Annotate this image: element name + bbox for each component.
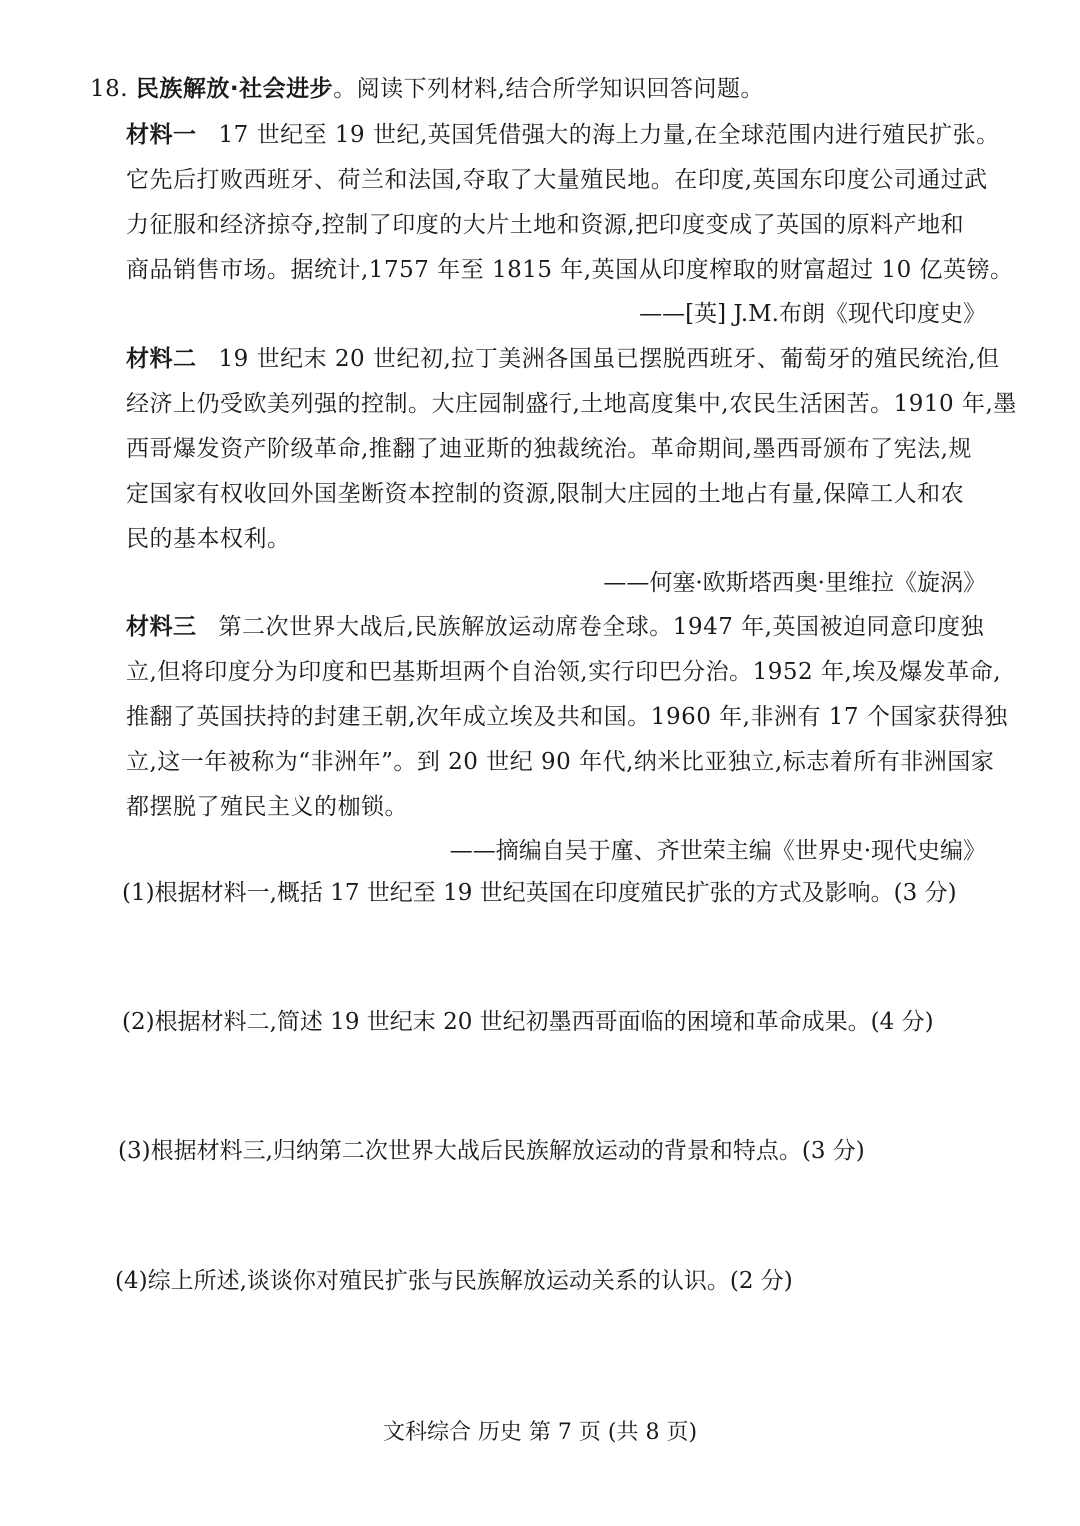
question-header — [90, 74, 764, 104]
material-text-line: 19 世纪末 20 世纪初,拉丁美洲各国虽已摆脱西班牙、葡萄牙的殖民统治,但 — [218, 346, 1000, 372]
material-text-line: 经济上仍受欧美列强的控制。大庄园制盛行,土地高度集中,农民生活困苦。1910 年,墨 — [126, 391, 1017, 417]
material-label: 材料三 — [126, 614, 197, 640]
sub-question-2: (2)根据材料二,简述 19 世纪末 20 世纪初墨西哥面临的困境和革命成果。(4 分) — [122, 1009, 934, 1035]
material-text-line: 17 世纪至 19 世纪,英国凭借强大的海上力量,在全球范围内进行殖民扩张。 — [218, 122, 1000, 148]
material-text-line: 力征服和经济掠夺,控制了印度的大片土地和资源,把印度变成了英国的原料产地和 — [126, 212, 965, 238]
material-text-line: 定国家有权收回外国垄断资本控制的资源,限制大庄园的土地占有量,保障工人和农 — [126, 481, 965, 507]
material-text-line: 民的基本权利。 — [126, 526, 291, 552]
question-instruction: 。阅读下列材料,结合所学知识回答问题。 — [333, 76, 764, 102]
material-source: ——摘编自吴于廑、齐世荣主编《世界史·现代史编》 — [449, 838, 986, 864]
sub-question-1: (1)根据材料一,概括 17 世纪至 19 世纪英国在印度殖民扩张的方式及影响。(3 分) — [122, 880, 957, 906]
material-text-line: 第二次世界大战后,民族解放运动席卷全球。1947 年,英国被迫同意印度独 — [218, 614, 984, 640]
material-text-line: 立,这一年被称为“非洲年”。到 20 世纪 90 年代,纳米比亚独立,标志着所有非洲国家 — [126, 749, 995, 775]
material-text-line: 立,但将印度分为印度和巴基斯坦两个自治领,实行印巴分治。1952 年,埃及爆发革命, — [126, 659, 1002, 685]
question-number: 18. — [90, 76, 129, 102]
sub-question-4: (4)综上所述,谈谈你对殖民扩张与民族解放运动关系的认识。(2 分) — [115, 1268, 793, 1294]
page-footer: 文科综合 历史 第 7 页 (共 8 页) — [382, 1420, 698, 1445]
material-text-line: 推翻了英国扶持的封建王朝,次年成立埃及共和国。1960 年,非洲有 17 个国家获得独 — [126, 704, 1008, 730]
material-text-line: 西哥爆发资产阶级革命,推翻了迪亚斯的独裁统治。革命期间,墨西哥颁布了宪法,规 — [126, 436, 972, 462]
material-text-line: 都摆脱了殖民主义的枷锁。 — [126, 794, 408, 820]
material-label: 材料一 — [126, 122, 197, 148]
question-topic: 民族解放·社会进步 — [135, 76, 334, 102]
material-text-line: 它先后打败西班牙、荷兰和法国,夺取了大量殖民地。在印度,英国东印度公司通过武 — [126, 167, 988, 193]
material-label: 材料二 — [126, 346, 197, 372]
material-source: ——[英] J.M.布朗《现代印度史》 — [639, 301, 986, 327]
sub-question-3: (3)根据材料三,归纳第二次世界大战后民族解放运动的背景和特点。(3 分) — [118, 1138, 865, 1164]
material-source: ——何塞·欧斯塔西奥·里维拉《旋涡》 — [603, 570, 986, 596]
material-text-line: 商品销售市场。据统计,1757 年至 1815 年,英国从印度榨取的财富超过 10 亿英镑。 — [126, 257, 1014, 283]
